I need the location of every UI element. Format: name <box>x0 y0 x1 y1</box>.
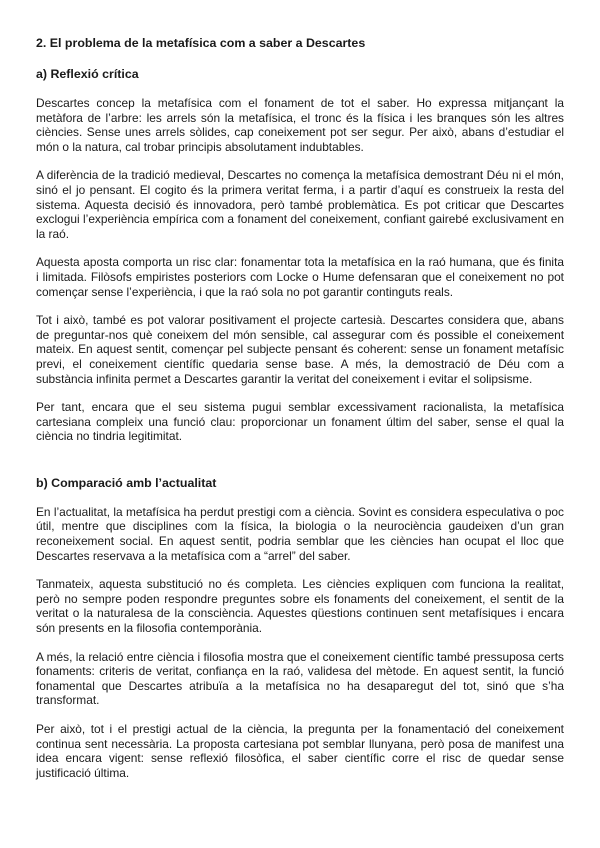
paragraph: Aquesta aposta comporta un risc clar: fonamentar tota la metafísica en la raó humana, que és finita i limitada. Filòsofs empiristes posteriors com Locke o Hume defensaran que el coneixement no pot començar sense l’experiència, i que la raó sola no pot garantir continguts reals. <box>36 255 564 299</box>
document-title: 2. El problema de la metafísica com a saber a Descartes <box>36 36 366 50</box>
section-spacer <box>36 458 564 476</box>
section-critical-reflection <box>36 67 564 444</box>
paragraph: Tot i això, també es pot valorar positivament el projecte cartesià. Descartes considera que, abans de preguntar-nos què coneixem del món sensible, cal assegurar com és possible el coneixement mateix. En aquest sentit, començar pel subjecte pensant és coherent: sense un fonament metafísic previ, el coneixement científic quedaria sense base. A més, la demostració de Déu com a substància infinita permet a Descartes garantir la veritat del coneixement i evitar el solipsisme. <box>36 313 564 386</box>
section-heading: b) Comparació amb l’actualitat <box>36 475 217 490</box>
paragraph: A més, la relació entre ciència i filosofia mostra que el coneixement científic també pressuposa certs fonaments: criteris de veritat, confiança en la raó, validesa del mètode. En aquest sentit, la funció fonamental que Descartes atribuïa a la metafísica no ha desaparegut del tot, sinó que s’ha transformat. <box>36 649 564 708</box>
section-heading: a) Reflexió crítica <box>36 67 139 81</box>
paragraph: Tanmateix, aquesta substitució no és completa. Les ciències expliquen com funciona la realitat, però no sempre poden respondre preguntes sobre els fonaments del coneixement, el sentit de la veritat o la naturalesa de la consciència. Aquestes qüestions continuen sent metafísiques i encara són presents en la filosofia contemporània. <box>36 577 564 636</box>
paragraph: Descartes concep la metafísica com el fonament de tot el saber. Ho expressa mitjançant la metàfora de l’arbre: les arrels són la metafísica, el tronc és la física i les branques són les altres ciències. Sense unes arrels sòlides, cap coneixement pot ser segur. Per això, abans d’estudiar el món o la natura, cal trobar principis absolutament indubtables. <box>36 96 564 154</box>
paragraph: A diferència de la tradició medieval, Descartes no comença la metafísica demostrant Déu ni el món, sinó el jo pensant. El cogito és la primera veritat ferma, i a partir d’aquí es construeix la resta del sistema. Aquesta decisió és innovadora, però també problemàtica. Es pot criticar que Descartes exclogui l’experiència empírica com a fonament del coneixement, confiant gairebé exclusivament en la raó. <box>36 168 564 241</box>
paragraph: En l’actualitat, la metafísica ha perdut prestigi com a ciència. Sovint es considera especulativa o poc útil, mentre que disciplines com la física, la biologia o la neurociència gaudeixen d’un gran reconeixement social. En aquest sentit, podria semblar que les ciències han ocupat el lloc que Descartes reservava a la metafísica com a “arrel” del saber. <box>36 504 564 563</box>
paragraph: Per tant, encara que el seu sistema pugui semblar excessivament racionalista, la metafísica cartesiana compleix una funció clau: proporcionar un fonament últim del saber, sense el qual la ciència no tindria legitimitat. <box>36 400 564 444</box>
paragraph: Per això, tot i el prestigi actual de la ciència, la pregunta per la fonamentació del coneixement continua sent necessària. La proposta cartesiana pot semblar llunyana, però posa de manifest una idea encara vigent: sense reflexió filosòfica, el saber científic corre el risc de quedar sense justificació última. <box>36 722 564 780</box>
section-comparison-today <box>36 476 564 781</box>
document-page <box>36 36 564 794</box>
